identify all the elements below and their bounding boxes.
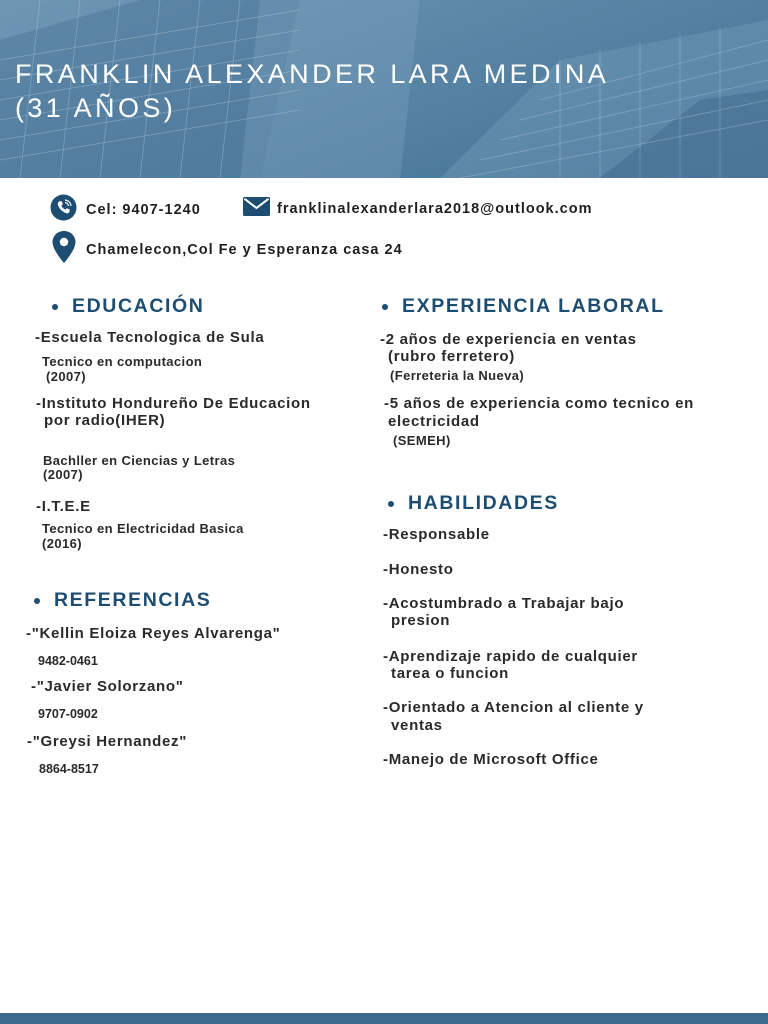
skill-item: -Honesto — [383, 561, 454, 578]
bullet-icon — [52, 304, 58, 310]
footer-bar — [0, 1013, 768, 1024]
reference-name: -"Kellin Eloiza Reyes Alvarenga" — [26, 625, 281, 642]
section-title: HABILIDADES — [408, 492, 559, 514]
bullet-icon — [382, 304, 388, 310]
skill-item: -Orientado a Atencion al cliente y — [383, 699, 644, 716]
bullet-icon — [34, 598, 40, 604]
reference-name: -"Greysi Hernandez" — [27, 733, 188, 750]
skill-item: -Acostumbrado a Trabajar bajo — [383, 595, 625, 612]
skill-item: presion — [391, 612, 451, 629]
experience-place: (Ferreteria la Nueva) — [390, 368, 525, 383]
education-institution: -I.T.E.E — [36, 498, 91, 515]
phone-contact — [50, 194, 201, 226]
experience-line: electricidad — [388, 413, 480, 430]
education-degree: Tecnico en Electricidad Basica — [42, 521, 244, 536]
section-title: REFERENCIAS — [54, 589, 212, 611]
location-pin-icon — [52, 231, 76, 268]
education-institution: -Instituto Hondureño De Educacion — [36, 395, 311, 412]
age-line: (31 AÑOS) — [15, 93, 177, 123]
education-institution: -Escuela Tecnologica de Sula — [35, 329, 265, 346]
skill-item: tarea o funcion — [391, 665, 510, 682]
bullet-icon — [388, 501, 394, 507]
section-title: EDUCACIÓN — [72, 295, 205, 317]
skill-item: -Responsable — [383, 526, 490, 543]
education-year: (2016) — [42, 536, 82, 551]
email-contact — [243, 197, 592, 221]
address-contact — [52, 231, 403, 268]
experience-line: -2 años de experiencia en ventas — [380, 331, 637, 348]
education-year: (2007) — [43, 467, 83, 482]
experience-line: (rubro ferretero) — [388, 348, 515, 365]
skills-heading — [388, 492, 559, 515]
references-heading — [34, 589, 211, 612]
phone-text: Cel: 9407-1240 — [86, 202, 201, 218]
skill-item: ventas — [391, 717, 443, 734]
phone-icon — [50, 194, 77, 226]
person-name — [15, 57, 609, 125]
education-institution: por radio(IHER) — [44, 412, 166, 429]
experience-line: -5 años de experiencia como tecnico en — [384, 395, 695, 412]
skill-item: -Manejo de Microsoft Office — [383, 751, 599, 768]
experience-heading — [382, 295, 665, 318]
education-heading — [52, 295, 205, 318]
mail-icon — [243, 197, 270, 221]
education-year: (2007) — [46, 369, 86, 384]
education-degree: Tecnico en computacion — [42, 354, 203, 369]
name-line: FRANKLIN ALEXANDER LARA MEDINA — [15, 59, 610, 89]
address-text: Chamelecon,Col Fe y Esperanza casa 24 — [86, 241, 403, 258]
education-degree: Bachller en Ciencias y Letras — [43, 453, 236, 468]
reference-name: -"Javier Solorzano" — [31, 678, 184, 695]
reference-phone: 9482-0461 — [38, 654, 98, 668]
email-text[interactable]: franklinalexanderlara2018@outlook.com — [277, 201, 593, 217]
reference-phone: 9707-0902 — [38, 707, 98, 721]
experience-place: (SEMEH) — [393, 433, 451, 448]
reference-phone: 8864-8517 — [39, 762, 99, 776]
section-title: EXPERIENCIA LABORAL — [402, 295, 665, 317]
skill-item: -Aprendizaje rapido de cualquier — [383, 648, 638, 665]
header-banner — [0, 0, 768, 178]
